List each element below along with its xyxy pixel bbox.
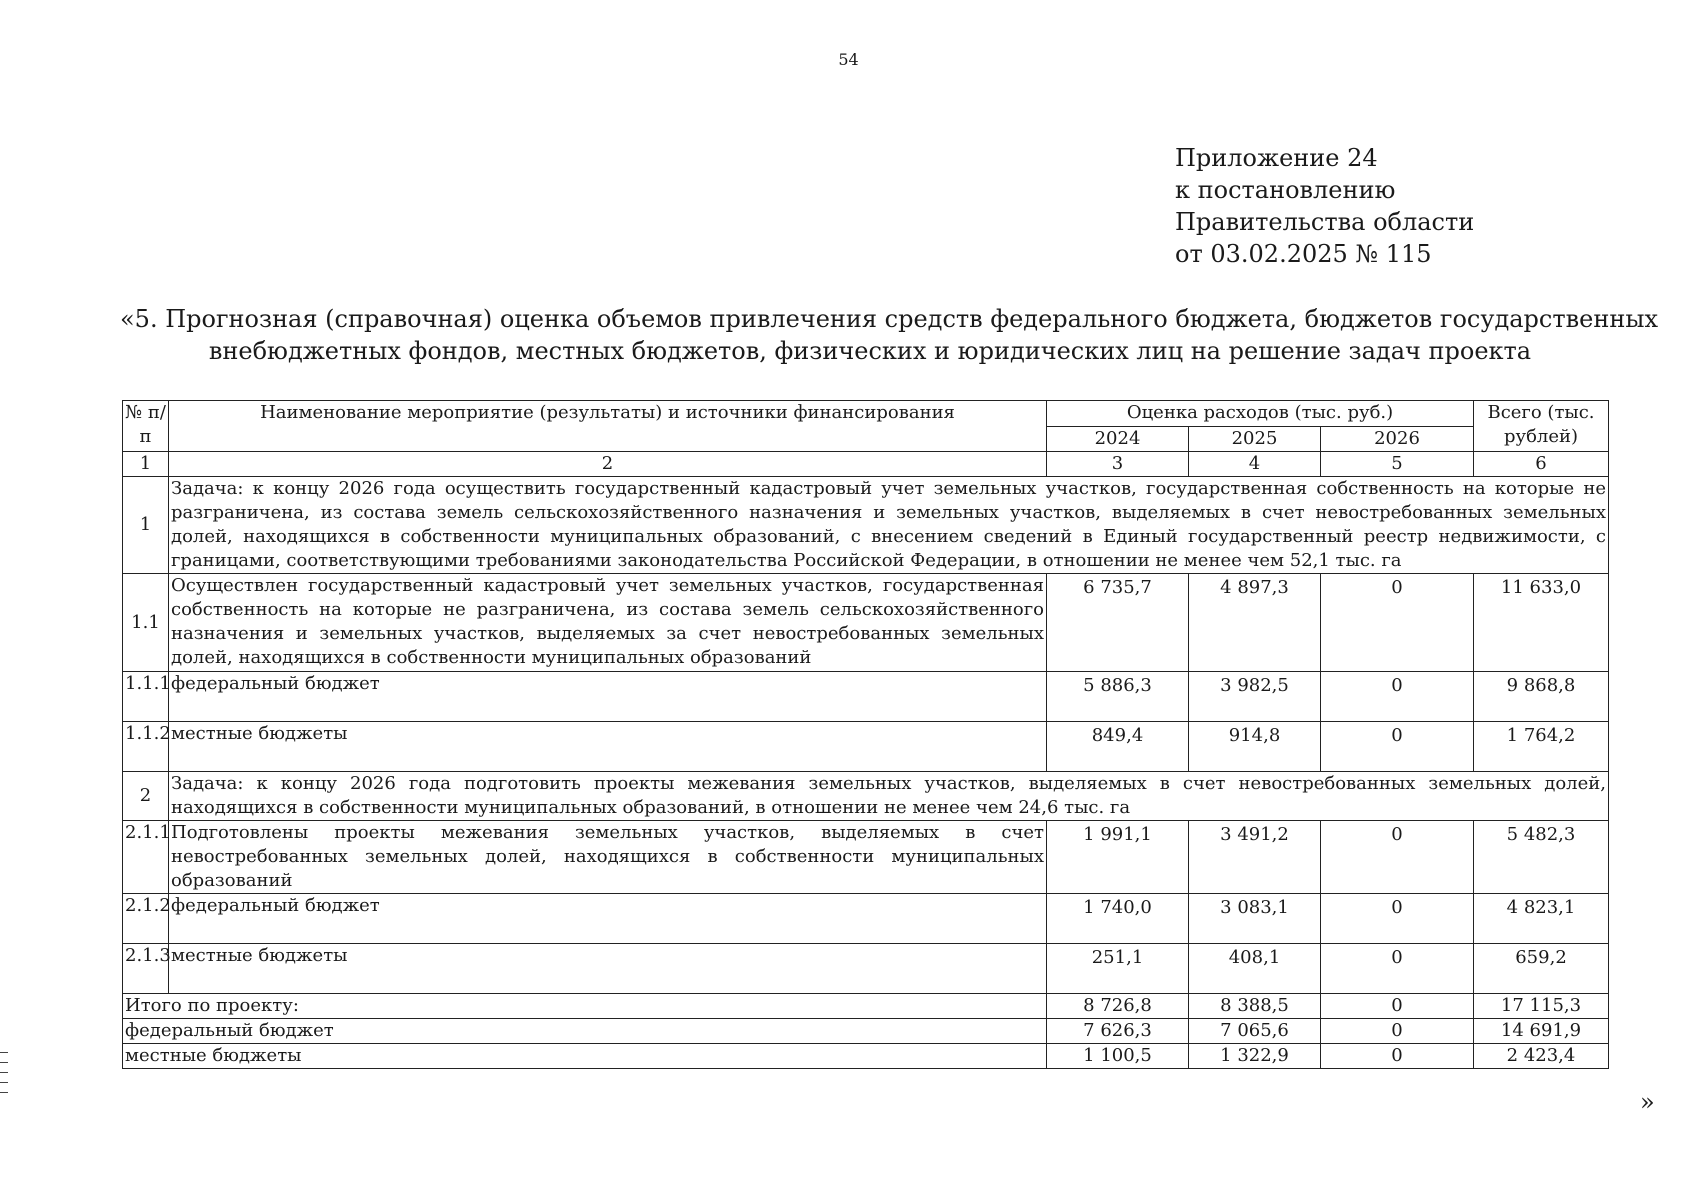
cell-total: 4 823,1 xyxy=(1474,894,1609,944)
cell-2024: 5 886,3 xyxy=(1047,672,1189,722)
binding-mark xyxy=(0,1092,8,1093)
row-name: федеральный бюджет xyxy=(169,672,1047,722)
column-number: 6 xyxy=(1474,452,1609,477)
total-2024: 8 726,8 xyxy=(1047,994,1189,1019)
binding-mark xyxy=(0,1062,8,1063)
cell-2026: 0 xyxy=(1321,672,1474,722)
total-2025: 8 388,5 xyxy=(1189,994,1321,1019)
row-name: местные бюджеты xyxy=(169,944,1047,994)
task-row xyxy=(123,477,1609,574)
appendix-line: Правительства области xyxy=(1175,208,1475,236)
row-number: 2.1.3 xyxy=(123,944,169,994)
column-number: 2 xyxy=(169,452,1047,477)
column-number: 1 xyxy=(123,452,169,477)
total-row xyxy=(123,1044,1609,1069)
appendix-line: от 03.02.2025 № 115 xyxy=(1175,240,1432,268)
section-title xyxy=(120,303,1658,367)
total-row xyxy=(123,994,1609,1019)
total-2026: 0 xyxy=(1321,994,1474,1019)
cell-total: 9 868,8 xyxy=(1474,672,1609,722)
cell-2025: 3 491,2 xyxy=(1189,821,1321,894)
financing-table xyxy=(122,400,1609,1069)
row-number: 1.1.1 xyxy=(123,672,169,722)
table-row xyxy=(123,722,1609,772)
task-number: 2 xyxy=(123,772,169,821)
header-year: 2025 xyxy=(1189,427,1321,452)
cell-2024: 849,4 xyxy=(1047,722,1189,772)
table-row xyxy=(123,894,1609,944)
cell-2026: 0 xyxy=(1321,722,1474,772)
row-name: местные бюджеты xyxy=(169,722,1047,772)
total-2024: 7 626,3 xyxy=(1047,1019,1189,1044)
row-number: 1.1.2 xyxy=(123,722,169,772)
total-row xyxy=(123,1019,1609,1044)
table-row xyxy=(123,944,1609,994)
row-number: 1.1 xyxy=(123,574,169,672)
cell-2026: 0 xyxy=(1321,944,1474,994)
cell-2025: 4 897,3 xyxy=(1189,574,1321,672)
total-2026: 0 xyxy=(1321,1019,1474,1044)
cell-total: 1 764,2 xyxy=(1474,722,1609,772)
header-no: № п/п xyxy=(123,401,169,452)
column-number: 4 xyxy=(1189,452,1321,477)
total-2025: 7 065,6 xyxy=(1189,1019,1321,1044)
appendix-block xyxy=(1175,142,1474,270)
cell-total: 5 482,3 xyxy=(1474,821,1609,894)
cell-2025: 3 982,5 xyxy=(1189,672,1321,722)
title-line: внебюджетных фондов, местных бюджетов, физических и юридических лиц на решение задач проекта xyxy=(208,337,1532,365)
column-number: 3 xyxy=(1047,452,1189,477)
cell-2024: 251,1 xyxy=(1047,944,1189,994)
column-number: 5 xyxy=(1321,452,1474,477)
task-text: Задача: к концу 2026 года подготовить проекты межевания земельных участков, выделяемых в счет невостребованных земельных долей, находящихся в собственности муниципальных образований, в отношении не менее чем 24,6 тыс. га xyxy=(169,772,1609,821)
cell-2026: 0 xyxy=(1321,821,1474,894)
cell-2024: 1 991,1 xyxy=(1047,821,1189,894)
task-number: 1 xyxy=(123,477,169,574)
table-row xyxy=(123,672,1609,722)
total-2026: 0 xyxy=(1321,1044,1474,1069)
appendix-line: Приложение 24 xyxy=(1175,144,1378,172)
task-text: Задача: к концу 2026 года осуществить государственный кадастровый учет земельных участков, государственная собственность на которые не разграничена, из состава земель сельскохозяйственного назначения и земельных участков, выделяемых в счет невостребованных земельных долей, находящихся в собственности муниципальных образований, с внесением сведений в Единый государственный реестр недвижимости, с границами, соответствующими требованиями законодательства Российской Федерации, в отношении не менее чем 52,1 тыс. га xyxy=(169,477,1609,574)
cell-2025: 914,8 xyxy=(1189,722,1321,772)
page-number: 54 xyxy=(838,50,859,69)
header-name: Наименование мероприятие (результаты) и источники финансирования xyxy=(169,401,1047,452)
total-2025: 1 322,9 xyxy=(1189,1044,1321,1069)
cell-2024: 6 735,7 xyxy=(1047,574,1189,672)
cell-2025: 408,1 xyxy=(1189,944,1321,994)
header-estimate: Оценка расходов (тыс. руб.) xyxy=(1047,401,1474,427)
table-row xyxy=(123,574,1609,672)
cell-total: 11 633,0 xyxy=(1474,574,1609,672)
appendix-line: к постановлению xyxy=(1175,176,1396,204)
row-number: 2.1.2 xyxy=(123,894,169,944)
total-label: федеральный бюджет xyxy=(123,1019,1047,1044)
row-name: Осуществлен государственный кадастровый учет земельных участков, государственная собственность на которые не разграничена, из состава земель сельскохозяйственного назначения и земельных участков, выделяемых за счет невостребованных земельных долей, находящихся в собственности муниципальных образований xyxy=(169,574,1047,672)
total-label: Итого по проекту: xyxy=(123,994,1047,1019)
row-name: Подготовлены проекты межевания земельных участков, выделяемых в счет невостребованных земельных долей, находящихся в собственности муниципальных образований xyxy=(169,821,1047,894)
cell-2025: 3 083,1 xyxy=(1189,894,1321,944)
total-sum: 17 115,3 xyxy=(1474,994,1609,1019)
header-year: 2024 xyxy=(1047,427,1189,452)
binding-mark xyxy=(0,1082,8,1083)
binding-mark xyxy=(0,1072,8,1073)
cell-2024: 1 740,0 xyxy=(1047,894,1189,944)
total-sum: 2 423,4 xyxy=(1474,1044,1609,1069)
row-name: федеральный бюджет xyxy=(169,894,1047,944)
header-total: Всего (тыс. рублей) xyxy=(1474,401,1609,452)
header-year: 2026 xyxy=(1321,427,1474,452)
table-row xyxy=(123,821,1609,894)
cell-2026: 0 xyxy=(1321,574,1474,672)
cell-2026: 0 xyxy=(1321,894,1474,944)
closing-quote: » xyxy=(1640,1088,1655,1116)
task-row xyxy=(123,772,1609,821)
total-sum: 14 691,9 xyxy=(1474,1019,1609,1044)
binding-mark xyxy=(0,1052,8,1053)
title-line: «5. Прогнозная (справочная) оценка объемов привлечения средств федерального бюджета, бюджетов государственных xyxy=(120,305,1658,333)
total-label: местные бюджеты xyxy=(123,1044,1047,1069)
cell-total: 659,2 xyxy=(1474,944,1609,994)
total-2024: 1 100,5 xyxy=(1047,1044,1189,1069)
row-number: 2.1.1 xyxy=(123,821,169,894)
